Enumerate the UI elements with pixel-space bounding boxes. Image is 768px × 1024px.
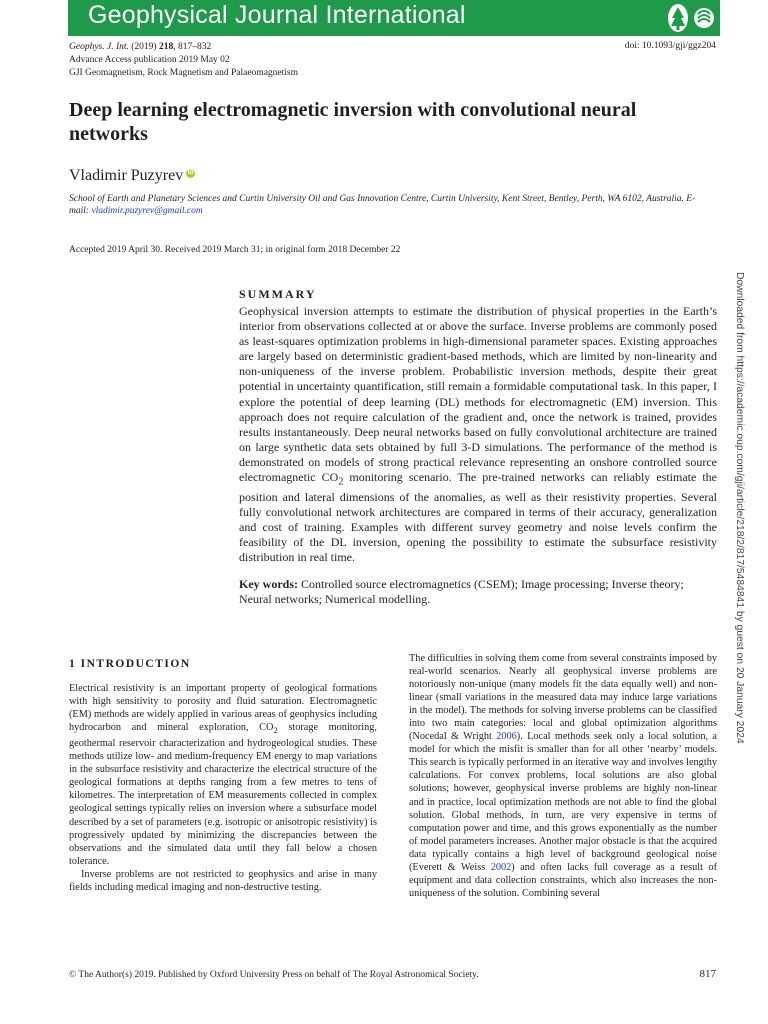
section-label: GJI Geomagnetism, Rock Magnetism and Palaeomagnetism [69,68,299,78]
intro-paragraph-2: Inverse problems are not restricted to geophysics and arise in many fields including medical imaging and non-destructive testing. [69,868,377,893]
citation-volume: 218 [158,42,174,52]
journal-abbrev: Geophys. J. Int. [69,42,129,52]
advance-access: Advance Access publication 2019 May 02 [69,55,230,65]
intro-paragraph-1 [69,682,377,868]
citation-link-everett[interactable]: 2002 [490,861,512,873]
author-name [69,167,195,185]
article-title: Deep learning electromagnetic inversion with convolutional neural networks [69,99,637,145]
society-logo-icon [692,2,716,34]
citation-year: (2019) [128,42,159,52]
copyright-footer: © The Author(s) 2019. Published by Oxford University Press on behalf of The Royal Astronomical Society. [69,970,479,980]
crest-logo-icon [666,2,690,34]
intro-paragraph-2-cont [409,652,717,900]
summary-heading: SUMMARY [239,287,317,301]
download-watermark: Downloaded from https://academic.oup.com/gji/article/218/2/817/5484841 by guest on 20 January 2024 [734,272,745,744]
citation-pages: , 817–832 [173,42,212,52]
keywords [239,577,717,607]
keywords-text: Controlled source electromagnetics (CSEM); Image processing; Inverse theory; Neural networks; Numerical modelling. [239,577,684,607]
intro-p1-text-b: storage monitoring, geothermal reservoir characterization and hydrogeological studies. These methods utilize low- and medium-frequency EM energy to map variations in the subsurface resistivity and characterize the electrical structure of the geological formations at depths ranging from a few metres to tens of kilometres. The interpretation of EM measurements collected in complex geological settings typically relies on inversion where a subsurface model described by a set of parameters (e.g. isotropic or anisotropic resistivity) is progressively updated by minimizing the discrepancies between the observations and the simulated data until they fall below a chosen tolerance. [69,722,377,867]
body-column-right [409,652,717,900]
email-link[interactable]: vladimir.puzyrev@gmail.com [91,206,203,216]
intro-p1-subscript: 2 [273,725,278,736]
article-dates: Accepted 2019 April 30. Received 2019 March 31; in original form 2018 December 22 [69,245,401,255]
citation-line [69,41,211,54]
summary-subscript: 2 [338,476,344,488]
orcid-icon[interactable]: iD [187,170,194,176]
summary-text-part2: monitoring scenario. The pre-trained networks can reliably estimate the position and lateral dimensions of the anomalies, as well as their resistivity properties. Several fully convolutional network architectures are compared in terms of their accuracy, generalization and cost of training. Examples with different survey geometry and noise levels confirm the feasibility of the DL inversion, opening the possibility to estimate the subsurface resistivity distribution in real time. [239,470,718,564]
author-affiliation [69,193,709,217]
doi[interactable]: doi: 10.1093/gji/ggz204 [624,41,716,51]
intro-p1-text-a: Electrical resistivity is an important property of geological formations with high sensitivity to porosity and fluid saturation. Electromagnetic (EM) methods are widely applied in various areas of geophysics including hydrocarbon and mineral exploration, CO [69,683,377,734]
affiliation-text: School of Earth and Planetary Sciences and Curtin University Oil and Gas Innovation Centre, Curtin University, Kent Street, Bentley, Perth, WA 6102, Australia. E-mail: [69,194,696,216]
body-column-left [69,682,377,894]
page-number: 817 [699,968,716,980]
journal-name: Geophysical Journal International [88,1,466,29]
summary-text-part1: Geophysical inversion attempts to estimate the distribution of physical properties in the Earth’s interior from observations collected at or above the surface. Inverse problems are commonly posed as least-squares optimization problems in high-dimensional parameter spaces. Existing approaches are largely based on deterministic gradient-based methods, which are limited by non-linearity and non-uniqueness of the inverse problem. Probabilistic inversion methods, despite their great potential in uncertainty quantification, still remain a formidable computational task. In this paper, I explore the potential of deep learning (DL) methods for electromagnetic (EM) inversion. This approach does not require calculation of the gradient and, once the network is trained, provides results instantaneously. Deep neural networks based on fully convolutional architecture are trained on large synthetic data sets obtained by full 3-D simulations. The performance of the method is demonstrated on models of strong practical relevance representing an onshore controlled source electromagnetic CO [239,304,717,485]
intro-r-text-2: ). Local methods seek only a local solution, a model for which the misfit is smaller than for all other ‘nearby’ models. This search is typically performed in an iterative way and involves lengthy calculations. For convex problems, local solutions are also global solutions; however, geophysical inverse problems are highly non-linear and in practice, local optimization methods are not able to find the global solution. Global methods, in turn, are very expensive in terms of computation power and time, and this grows exponentially as the number of model parameters increases. Another major obstacle is that the acquired data typically contains a high level of background geological noise (Everett & Weiss [409,731,717,873]
citation-link-nocedal[interactable]: 2006 [496,731,517,743]
introduction-heading: 1 INTRODUCTION [69,658,191,670]
keywords-label: Key words: [239,577,298,591]
summary-text [239,304,717,565]
intro-r-text-1: The difficulties in solving them come from several constraints imposed by real-world scenarios. Nearly all geophysical inverse problems are notoriously non-unique (many models fit the data equally well) and non-linear (small variations in the measured data may induce large variations in the model). The methods for solving inverse problems can be classified into two main categories: local and global optimization algorithms (Nocedal & Wright [409,653,717,743]
journal-banner [68,0,720,36]
intro-r-text-3: ) and often lacks full coverage as a result of equipment and data collection constraints, which also increases the non-uniqueness of the solution. Combining several [409,861,718,899]
author-name-text: Vladimir Puzyrev [69,167,184,184]
